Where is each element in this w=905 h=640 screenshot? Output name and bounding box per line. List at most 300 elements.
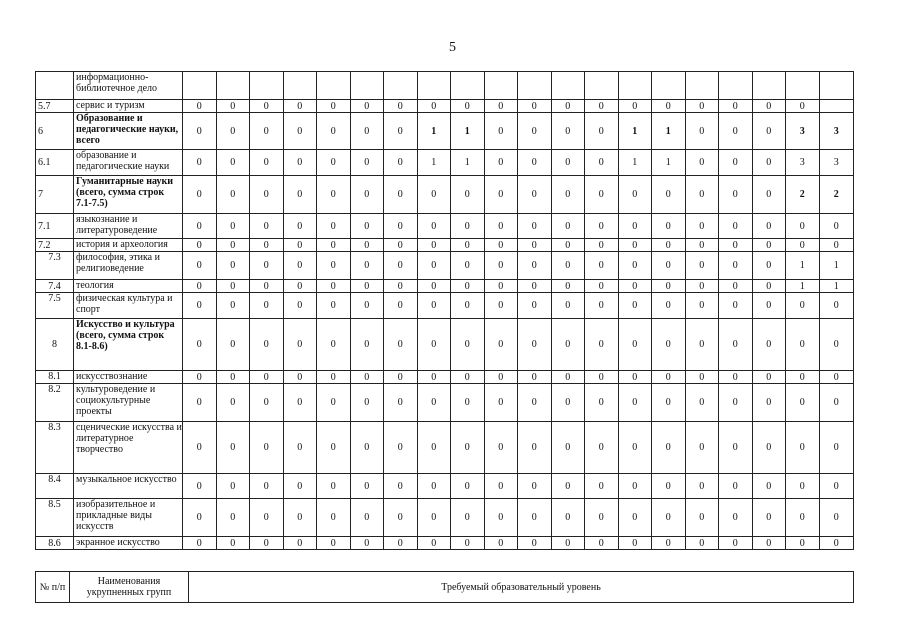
value-cell: 0 <box>317 422 351 474</box>
row-number: 7 <box>36 176 74 214</box>
value-cell: 0 <box>551 474 585 499</box>
value-cell: 0 <box>719 319 753 371</box>
value-cell: 0 <box>786 371 820 384</box>
value-cell: 0 <box>752 280 786 293</box>
value-cell: 0 <box>618 537 652 550</box>
value-cell: 0 <box>283 100 317 113</box>
group-name: сервис и туризм <box>74 100 183 113</box>
value-cell: 0 <box>216 100 250 113</box>
value-cell: 0 <box>451 176 485 214</box>
value-cell: 0 <box>384 319 418 371</box>
value-cell: 0 <box>216 293 250 319</box>
value-cell <box>484 72 518 100</box>
value-cell: 0 <box>819 371 854 384</box>
value-cell: 0 <box>451 252 485 280</box>
value-cell <box>518 72 552 100</box>
value-cell: 0 <box>216 319 250 371</box>
value-cell: 1 <box>786 280 820 293</box>
value-cell: 0 <box>183 113 217 150</box>
value-cell: 0 <box>417 252 451 280</box>
value-cell: 0 <box>685 239 719 252</box>
value-cell: 0 <box>317 293 351 319</box>
value-cell: 0 <box>317 113 351 150</box>
value-cell: 1 <box>819 280 854 293</box>
table-row <box>36 371 854 384</box>
value-cell: 0 <box>518 319 552 371</box>
group-name: культуроведение и социокультурные проекты <box>74 384 183 422</box>
value-cell: 0 <box>685 252 719 280</box>
value-cell: 0 <box>752 100 786 113</box>
value-cell: 0 <box>417 474 451 499</box>
value-cell: 0 <box>551 100 585 113</box>
value-cell: 0 <box>585 422 619 474</box>
value-cell <box>183 72 217 100</box>
value-cell: 0 <box>484 371 518 384</box>
value-cell: 0 <box>652 252 686 280</box>
value-cell: 0 <box>484 384 518 422</box>
value-cell: 0 <box>819 384 854 422</box>
value-cell: 0 <box>585 214 619 239</box>
value-cell: 0 <box>551 280 585 293</box>
value-cell: 1 <box>652 150 686 176</box>
value-cell: 0 <box>216 499 250 537</box>
value-cell: 0 <box>250 239 284 252</box>
value-cell: 0 <box>417 499 451 537</box>
value-cell: 0 <box>652 474 686 499</box>
group-name: экранное искусство <box>74 537 183 550</box>
value-cell: 0 <box>417 176 451 214</box>
value-cell: 0 <box>350 474 384 499</box>
value-cell: 0 <box>652 384 686 422</box>
value-cell: 0 <box>685 293 719 319</box>
value-cell: 0 <box>350 252 384 280</box>
value-cell: 2 <box>819 176 854 214</box>
value-cell: 1 <box>819 252 854 280</box>
value-cell: 0 <box>518 176 552 214</box>
table-row <box>36 537 854 550</box>
value-cell: 0 <box>384 280 418 293</box>
value-cell: 1 <box>652 113 686 150</box>
value-cell: 0 <box>484 422 518 474</box>
value-cell: 0 <box>216 150 250 176</box>
value-cell: 0 <box>819 422 854 474</box>
row-number: 6 <box>36 113 74 150</box>
value-cell: 0 <box>317 537 351 550</box>
value-cell: 0 <box>384 113 418 150</box>
value-cell: 0 <box>451 474 485 499</box>
value-cell: 0 <box>719 422 753 474</box>
value-cell <box>819 100 854 113</box>
value-cell: 0 <box>451 537 485 550</box>
value-cell: 0 <box>384 239 418 252</box>
value-cell: 0 <box>350 293 384 319</box>
value-cell: 0 <box>250 150 284 176</box>
value-cell: 0 <box>752 319 786 371</box>
value-cell: 0 <box>350 280 384 293</box>
value-cell: 0 <box>484 537 518 550</box>
value-cell <box>786 72 820 100</box>
value-cell: 0 <box>417 371 451 384</box>
group-name: Образование и педагогические науки, всего <box>74 113 183 150</box>
value-cell: 0 <box>484 150 518 176</box>
value-cell: 0 <box>518 537 552 550</box>
value-cell: 0 <box>685 371 719 384</box>
value-cell: 0 <box>250 293 284 319</box>
value-cell: 0 <box>752 474 786 499</box>
value-cell: 0 <box>752 150 786 176</box>
value-cell: 0 <box>484 252 518 280</box>
value-cell <box>685 72 719 100</box>
value-cell: 0 <box>719 214 753 239</box>
value-cell: 0 <box>417 422 451 474</box>
value-cell: 0 <box>618 280 652 293</box>
value-cell: 0 <box>819 474 854 499</box>
value-cell: 0 <box>819 214 854 239</box>
value-cell: 0 <box>317 474 351 499</box>
value-cell: 0 <box>585 499 619 537</box>
value-cell <box>216 72 250 100</box>
value-cell: 1 <box>618 150 652 176</box>
footer-header-table <box>35 571 854 603</box>
value-cell: 0 <box>350 214 384 239</box>
value-cell: 0 <box>183 474 217 499</box>
value-cell: 0 <box>417 537 451 550</box>
value-cell: 0 <box>652 537 686 550</box>
value-cell: 0 <box>786 537 820 550</box>
value-cell: 0 <box>719 113 753 150</box>
row-number: 7.5 <box>36 293 74 319</box>
value-cell: 0 <box>317 214 351 239</box>
value-cell: 0 <box>216 371 250 384</box>
group-name: Гуманитарные науки (всего, сумма строк 7.1-7.5) <box>74 176 183 214</box>
value-cell: 1 <box>618 113 652 150</box>
value-cell: 0 <box>183 100 217 113</box>
value-cell: 0 <box>283 280 317 293</box>
value-cell: 0 <box>618 319 652 371</box>
value-cell: 0 <box>518 239 552 252</box>
value-cell: 0 <box>350 371 384 384</box>
value-cell: 0 <box>518 422 552 474</box>
group-name: образование и педагогические науки <box>74 150 183 176</box>
value-cell: 1 <box>786 252 820 280</box>
value-cell: 0 <box>685 319 719 371</box>
value-cell: 0 <box>451 214 485 239</box>
value-cell: 0 <box>317 176 351 214</box>
value-cell: 0 <box>618 176 652 214</box>
value-cell: 0 <box>585 239 619 252</box>
value-cell <box>752 72 786 100</box>
value-cell: 3 <box>819 150 854 176</box>
value-cell: 0 <box>752 252 786 280</box>
value-cell: 0 <box>283 150 317 176</box>
value-cell: 0 <box>417 214 451 239</box>
value-cell: 0 <box>685 100 719 113</box>
value-cell: 0 <box>250 537 284 550</box>
value-cell <box>350 72 384 100</box>
value-cell: 0 <box>786 499 820 537</box>
value-cell: 0 <box>618 371 652 384</box>
value-cell: 0 <box>283 422 317 474</box>
value-cell: 0 <box>652 422 686 474</box>
value-cell: 0 <box>551 293 585 319</box>
value-cell: 0 <box>216 252 250 280</box>
group-name: музыкальное искусство <box>74 474 183 499</box>
value-cell: 0 <box>484 280 518 293</box>
value-cell: 0 <box>719 371 753 384</box>
value-cell: 0 <box>417 239 451 252</box>
value-cell: 0 <box>451 293 485 319</box>
value-cell: 3 <box>786 150 820 176</box>
value-cell: 0 <box>216 280 250 293</box>
value-cell: 0 <box>585 474 619 499</box>
value-cell: 0 <box>384 214 418 239</box>
value-cell: 0 <box>786 100 820 113</box>
value-cell: 0 <box>652 239 686 252</box>
value-cell: 0 <box>518 113 552 150</box>
value-cell: 0 <box>350 150 384 176</box>
table-row <box>36 214 854 239</box>
value-cell: 0 <box>484 239 518 252</box>
value-cell: 0 <box>652 293 686 319</box>
value-cell: 0 <box>618 100 652 113</box>
value-cell: 0 <box>618 474 652 499</box>
value-cell: 0 <box>719 150 753 176</box>
value-cell: 0 <box>417 384 451 422</box>
table-row <box>36 474 854 499</box>
value-cell: 0 <box>317 384 351 422</box>
value-cell: 0 <box>618 422 652 474</box>
value-cell: 0 <box>618 384 652 422</box>
group-name: теология <box>74 280 183 293</box>
value-cell: 0 <box>250 499 284 537</box>
value-cell: 0 <box>350 499 384 537</box>
value-cell: 0 <box>752 239 786 252</box>
value-cell: 0 <box>283 474 317 499</box>
table-row <box>36 422 854 474</box>
value-cell: 0 <box>618 252 652 280</box>
value-cell: 0 <box>786 474 820 499</box>
value-cell: 0 <box>618 499 652 537</box>
row-number: 8 <box>36 319 74 371</box>
value-cell: 0 <box>317 239 351 252</box>
value-cell: 0 <box>250 280 284 293</box>
value-cell: 0 <box>719 100 753 113</box>
value-cell: 0 <box>551 150 585 176</box>
value-cell: 0 <box>652 176 686 214</box>
value-cell <box>451 72 485 100</box>
value-cell <box>585 72 619 100</box>
value-cell: 0 <box>518 252 552 280</box>
value-cell: 0 <box>417 319 451 371</box>
group-name: физическая культура и спорт <box>74 293 183 319</box>
value-cell: 0 <box>451 239 485 252</box>
value-cell: 0 <box>551 499 585 537</box>
table-row <box>36 176 854 214</box>
group-name: история и археология <box>74 239 183 252</box>
value-cell: 0 <box>652 214 686 239</box>
value-cell: 0 <box>417 280 451 293</box>
value-cell: 1 <box>451 113 485 150</box>
row-number: 5.7 <box>36 100 74 113</box>
value-cell: 1 <box>417 113 451 150</box>
value-cell: 0 <box>350 537 384 550</box>
table-row <box>36 252 854 280</box>
value-cell: 0 <box>183 252 217 280</box>
group-name: языкознание и литературоведение <box>74 214 183 239</box>
value-cell: 0 <box>484 499 518 537</box>
value-cell: 0 <box>719 499 753 537</box>
value-cell: 0 <box>719 474 753 499</box>
footer-col-number: № п/п <box>36 572 70 603</box>
value-cell: 0 <box>786 319 820 371</box>
value-cell: 0 <box>484 100 518 113</box>
value-cell: 0 <box>350 100 384 113</box>
value-cell: 1 <box>451 150 485 176</box>
value-cell: 0 <box>585 150 619 176</box>
value-cell: 0 <box>216 537 250 550</box>
value-cell: 0 <box>384 293 418 319</box>
row-number: 8.2 <box>36 384 74 422</box>
value-cell: 0 <box>819 537 854 550</box>
value-cell: 1 <box>417 150 451 176</box>
value-cell: 0 <box>585 537 619 550</box>
value-cell: 0 <box>652 499 686 537</box>
value-cell: 0 <box>484 214 518 239</box>
value-cell: 0 <box>685 176 719 214</box>
value-cell: 0 <box>183 319 217 371</box>
value-cell: 0 <box>451 100 485 113</box>
value-cell: 0 <box>250 113 284 150</box>
group-name: сценические искусства и литературное творчество <box>74 422 183 474</box>
table-row <box>36 280 854 293</box>
value-cell: 0 <box>451 422 485 474</box>
value-cell: 0 <box>384 176 418 214</box>
value-cell: 0 <box>752 499 786 537</box>
value-cell: 0 <box>317 150 351 176</box>
value-cell: 0 <box>551 176 585 214</box>
value-cell: 0 <box>216 422 250 474</box>
value-cell: 0 <box>350 319 384 371</box>
table-row <box>36 150 854 176</box>
value-cell: 0 <box>384 384 418 422</box>
value-cell: 0 <box>752 422 786 474</box>
value-cell: 0 <box>350 176 384 214</box>
table-row <box>36 499 854 537</box>
value-cell: 0 <box>719 280 753 293</box>
value-cell: 0 <box>719 176 753 214</box>
value-cell: 0 <box>819 499 854 537</box>
value-cell: 0 <box>250 176 284 214</box>
value-cell: 0 <box>283 113 317 150</box>
value-cell: 0 <box>752 537 786 550</box>
value-cell: 0 <box>384 499 418 537</box>
value-cell: 0 <box>685 150 719 176</box>
value-cell: 0 <box>183 239 217 252</box>
row-number: 6.1 <box>36 150 74 176</box>
value-cell: 0 <box>350 422 384 474</box>
value-cell: 0 <box>451 319 485 371</box>
value-cell <box>618 72 652 100</box>
value-cell: 0 <box>752 176 786 214</box>
row-number: 8.1 <box>36 371 74 384</box>
value-cell: 0 <box>685 474 719 499</box>
value-cell: 0 <box>384 252 418 280</box>
value-cell: 0 <box>819 293 854 319</box>
value-cell: 0 <box>551 384 585 422</box>
value-cell: 2 <box>786 176 820 214</box>
value-cell: 0 <box>183 499 217 537</box>
value-cell: 0 <box>283 384 317 422</box>
value-cell: 0 <box>417 293 451 319</box>
value-cell: 0 <box>719 384 753 422</box>
value-cell: 0 <box>652 319 686 371</box>
value-cell: 0 <box>585 384 619 422</box>
value-cell: 0 <box>652 100 686 113</box>
value-cell: 0 <box>317 252 351 280</box>
value-cell: 0 <box>484 319 518 371</box>
value-cell: 0 <box>317 499 351 537</box>
value-cell: 0 <box>551 537 585 550</box>
group-name: философия, этика и религиоведение <box>74 252 183 280</box>
value-cell: 0 <box>317 280 351 293</box>
value-cell: 0 <box>283 371 317 384</box>
group-name: искусствознание <box>74 371 183 384</box>
value-cell: 0 <box>250 214 284 239</box>
value-cell: 0 <box>250 422 284 474</box>
value-cell: 3 <box>786 113 820 150</box>
value-cell: 0 <box>484 293 518 319</box>
value-cell: 0 <box>283 252 317 280</box>
value-cell: 0 <box>283 499 317 537</box>
value-cell: 0 <box>183 371 217 384</box>
value-cell: 0 <box>216 384 250 422</box>
value-cell: 0 <box>183 214 217 239</box>
value-cell: 0 <box>250 384 284 422</box>
value-cell: 0 <box>518 499 552 537</box>
value-cell: 0 <box>250 474 284 499</box>
value-cell: 0 <box>216 176 250 214</box>
value-cell: 0 <box>551 422 585 474</box>
table-row <box>36 100 854 113</box>
value-cell: 0 <box>551 214 585 239</box>
value-cell: 0 <box>786 214 820 239</box>
value-cell: 0 <box>250 371 284 384</box>
value-cell: 0 <box>618 293 652 319</box>
value-cell: 0 <box>183 280 217 293</box>
value-cell: 0 <box>384 474 418 499</box>
value-cell <box>283 72 317 100</box>
value-cell: 0 <box>317 100 351 113</box>
value-cell: 0 <box>183 422 217 474</box>
value-cell: 0 <box>350 239 384 252</box>
group-name: изобразительное и прикладные виды искусств <box>74 499 183 537</box>
value-cell: 0 <box>451 280 485 293</box>
value-cell: 3 <box>819 113 854 150</box>
value-cell: 0 <box>752 371 786 384</box>
row-number: 7.2 <box>36 239 74 252</box>
value-cell: 0 <box>384 150 418 176</box>
value-cell: 0 <box>518 371 552 384</box>
value-cell: 0 <box>585 319 619 371</box>
table-row <box>36 293 854 319</box>
value-cell: 0 <box>685 113 719 150</box>
value-cell: 0 <box>518 474 552 499</box>
value-cell: 0 <box>786 293 820 319</box>
value-cell: 0 <box>518 280 552 293</box>
value-cell: 0 <box>484 113 518 150</box>
value-cell: 0 <box>685 280 719 293</box>
value-cell: 0 <box>585 252 619 280</box>
